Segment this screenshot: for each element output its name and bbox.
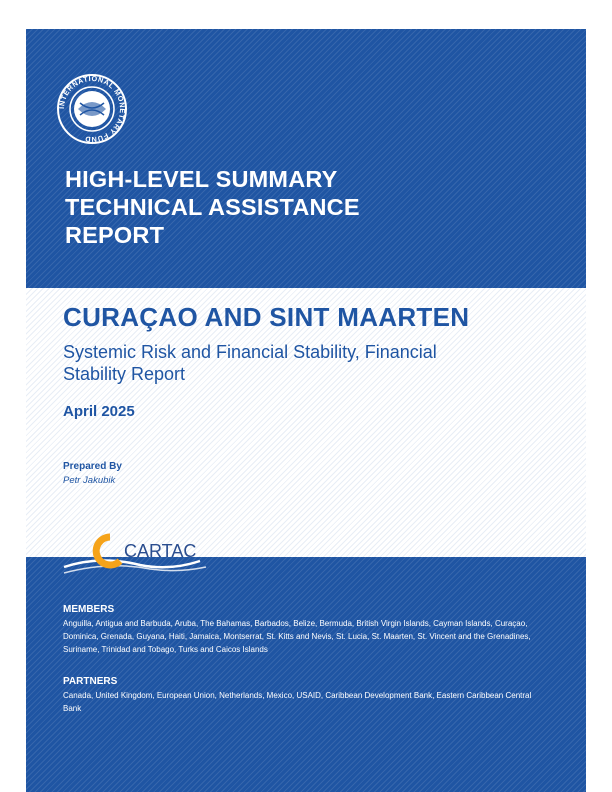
partners-heading: PARTNERS — [63, 676, 118, 687]
prepared-by-label: Prepared By — [63, 461, 122, 472]
report-subtitle-line-2: Stability Report — [63, 364, 186, 384]
report-title-line-2: TECHNICAL ASSISTANCE — [65, 194, 360, 220]
seal-text: INTERNATIONAL MONETARY FUND — [56, 73, 128, 145]
report-subtitle-line-1: Systemic Risk and Financial Stability, Financial — [63, 342, 437, 362]
header-band — [26, 29, 586, 288]
report-title-line-3: REPORT — [65, 222, 165, 248]
report-subtitle — [63, 341, 543, 385]
cartac-logo — [60, 527, 210, 575]
country-title: CURAÇAO AND SINT MAARTEN — [63, 302, 470, 332]
members-list: Anguilla, Antigua and Barbuda, Aruba, The Bahamas, Barbados, Belize, Bermuda, British Virgin Islands, Cayman Islands, Curaçao, Dominica, Grenada, Guyana, Haiti, Jamaica, Montserrat, St. Kitts and Nevis, St. Lucia, St. Maarten, St. Vincent and the Grenadines, Suriname, Trinidad and Tobago, Turks and Caicos Islands — [63, 619, 531, 654]
imf-seal-icon — [56, 73, 128, 145]
members-heading: MEMBERS — [63, 604, 115, 615]
footer-band — [26, 557, 586, 792]
report-date: April 2025 — [63, 403, 135, 420]
cartac-logo-text: CARTAC — [124, 541, 197, 561]
author-name: Petr Jakubik — [63, 475, 116, 486]
partners-list: Canada, United Kingdom, European Union, Netherlands, Mexico, USAID, Caribbean Development Bank, Eastern Caribbean Central Bank — [63, 691, 532, 713]
report-title-line-1: HIGH-LEVEL SUMMARY — [65, 166, 338, 192]
report-title — [65, 165, 485, 249]
